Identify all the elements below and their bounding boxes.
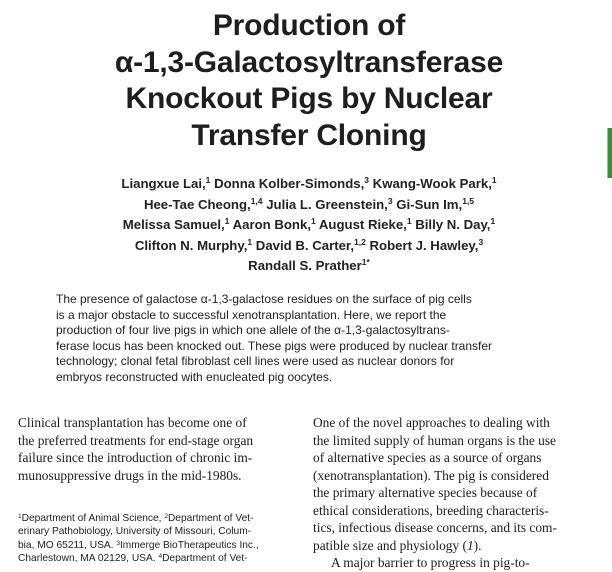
affiliation-marker: 1 bbox=[406, 216, 412, 226]
affiliation-text: Department of Vet- bbox=[167, 513, 254, 524]
affiliation-marker: 1 bbox=[205, 175, 211, 185]
affiliation-marker: 3 bbox=[364, 175, 369, 185]
abstract bbox=[56, 292, 576, 385]
body-text: ). bbox=[473, 537, 482, 553]
body-text-line: One of the novel approaches to dealing with bbox=[313, 415, 550, 430]
title-line: α-1,3-Galactosyltransferase bbox=[114, 45, 504, 79]
reference-link[interactable]: 1 bbox=[466, 537, 474, 553]
affiliation-marker: 1 bbox=[224, 216, 230, 226]
body-text-line: ethical considerations, breeding characteris- bbox=[313, 502, 549, 518]
abstract-line: The presence of galactose α-1,3-galactose residues on the surface of pig cells bbox=[56, 292, 472, 306]
body-text-line bbox=[313, 537, 611, 555]
affiliation-marker: 1,5 bbox=[462, 195, 475, 206]
author-line bbox=[0, 174, 612, 195]
affiliation-marker: 4 bbox=[158, 553, 163, 561]
affiliation-footnote bbox=[18, 512, 293, 566]
affiliation-marker: 1 bbox=[247, 236, 253, 247]
page-edge-tab bbox=[608, 128, 612, 178]
title-line: Transfer Cloning bbox=[191, 118, 427, 152]
abstract-line: is a major obstacle to successful xenotransplantation. Here, we report the bbox=[56, 307, 447, 322]
author-name: Hee-Tae Cheong, bbox=[143, 196, 251, 212]
author-name: David B. Carter, bbox=[252, 237, 354, 253]
body-text-line: the limited supply of human organs is the use bbox=[313, 432, 556, 448]
body-text-line: the preferred treatments for end-stage organ bbox=[18, 432, 254, 448]
affiliation-marker: 1 bbox=[491, 175, 497, 185]
author-name: Liangxue Lai, bbox=[121, 176, 206, 191]
affiliation-text: bia, MO 65211, USA. bbox=[18, 539, 117, 551]
abstract-line: technology; clonal fetal fibroblast cell lines were used as nuclear donors for bbox=[56, 354, 455, 368]
affiliation-line bbox=[18, 525, 293, 538]
body-text-line: of alternative species as a source of organs bbox=[313, 450, 542, 465]
affiliation-marker: 1* bbox=[361, 257, 370, 267]
author-name: Kwang-Wook Park, bbox=[369, 176, 492, 191]
title-line: Knockout Pigs by Nuclear bbox=[125, 82, 493, 115]
affiliation-marker: 2 bbox=[164, 513, 168, 520]
affiliation-text: Immerge BioTherapeutics Inc., bbox=[119, 539, 259, 551]
author-line bbox=[0, 195, 612, 216]
author-name: Melissa Samuel, bbox=[122, 217, 225, 232]
title-line: Production of bbox=[212, 9, 406, 42]
body-text-line: (xenotransplantation). The pig is considered bbox=[313, 467, 549, 483]
article-title bbox=[0, 8, 612, 154]
body-text-line: the primary alternative species because of bbox=[313, 485, 538, 500]
affiliation-text: Department of Animal Science, bbox=[21, 513, 165, 524]
author-name: Robert J. Hawley, bbox=[365, 237, 479, 253]
author-name: Julia L. Greenstein, bbox=[262, 196, 388, 212]
author-name: Clifton N. Murphy, bbox=[134, 237, 248, 253]
body-column-left bbox=[18, 414, 290, 484]
author-line bbox=[0, 236, 612, 257]
author-name: Gi-Sun Im, bbox=[392, 196, 463, 212]
body-column-right bbox=[313, 414, 611, 572]
author-line bbox=[0, 215, 612, 236]
affiliation-line bbox=[18, 552, 293, 565]
affiliation-line bbox=[18, 539, 293, 552]
author-name: Billy N. Day, bbox=[411, 217, 491, 232]
body-text-line: failure since the introduction of chronic im- bbox=[18, 450, 253, 465]
affiliation-text: Department of Vet- bbox=[162, 553, 248, 565]
affiliation-text: Charlestown, MA 02129, USA. bbox=[18, 553, 159, 565]
body-text-line: Clinical transplantation has become one of bbox=[18, 415, 247, 430]
affiliation-marker: 1,4 bbox=[250, 195, 263, 206]
author-name: August Rieke, bbox=[315, 217, 407, 232]
affiliation-marker: 1,2 bbox=[354, 236, 366, 247]
affiliation-marker: 3 bbox=[116, 539, 120, 547]
abstract-line: embryos reconstructed with enucleated pig oocytes. bbox=[56, 369, 333, 384]
author-line bbox=[0, 256, 612, 277]
affiliation-marker: 1 bbox=[310, 216, 316, 226]
body-text-line: munosuppressive drugs in the mid-1980s. bbox=[18, 467, 242, 483]
abstract-line: ferase locus has been knocked out. These pigs were produced by nuclear transfer bbox=[56, 338, 493, 353]
author-name: Donna Kolber-Simonds, bbox=[210, 176, 365, 191]
affiliation-marker: 1 bbox=[490, 216, 496, 226]
affiliation-line bbox=[18, 512, 293, 525]
affiliation-marker: 3 bbox=[478, 236, 484, 247]
body-text: patible size and physiology ( bbox=[313, 537, 467, 553]
author-name: Randall S. Prather bbox=[248, 258, 362, 273]
body-text-line: A major barrier to progress in pig-to- bbox=[331, 555, 530, 570]
abstract-line: production of four live pigs in which one allele of the α-1,3-galactosyltrans- bbox=[56, 323, 450, 337]
body-text-line: tics, infectious disease concerns, and its com- bbox=[313, 520, 557, 535]
author-list bbox=[0, 174, 612, 277]
affiliation-marker: 1 bbox=[18, 513, 22, 520]
affiliation-marker: 3 bbox=[387, 195, 393, 206]
affiliation-text: erinary Pathobiology, University of Missouri, Colum- bbox=[18, 526, 252, 538]
author-name: Aaron Bonk, bbox=[229, 217, 311, 232]
